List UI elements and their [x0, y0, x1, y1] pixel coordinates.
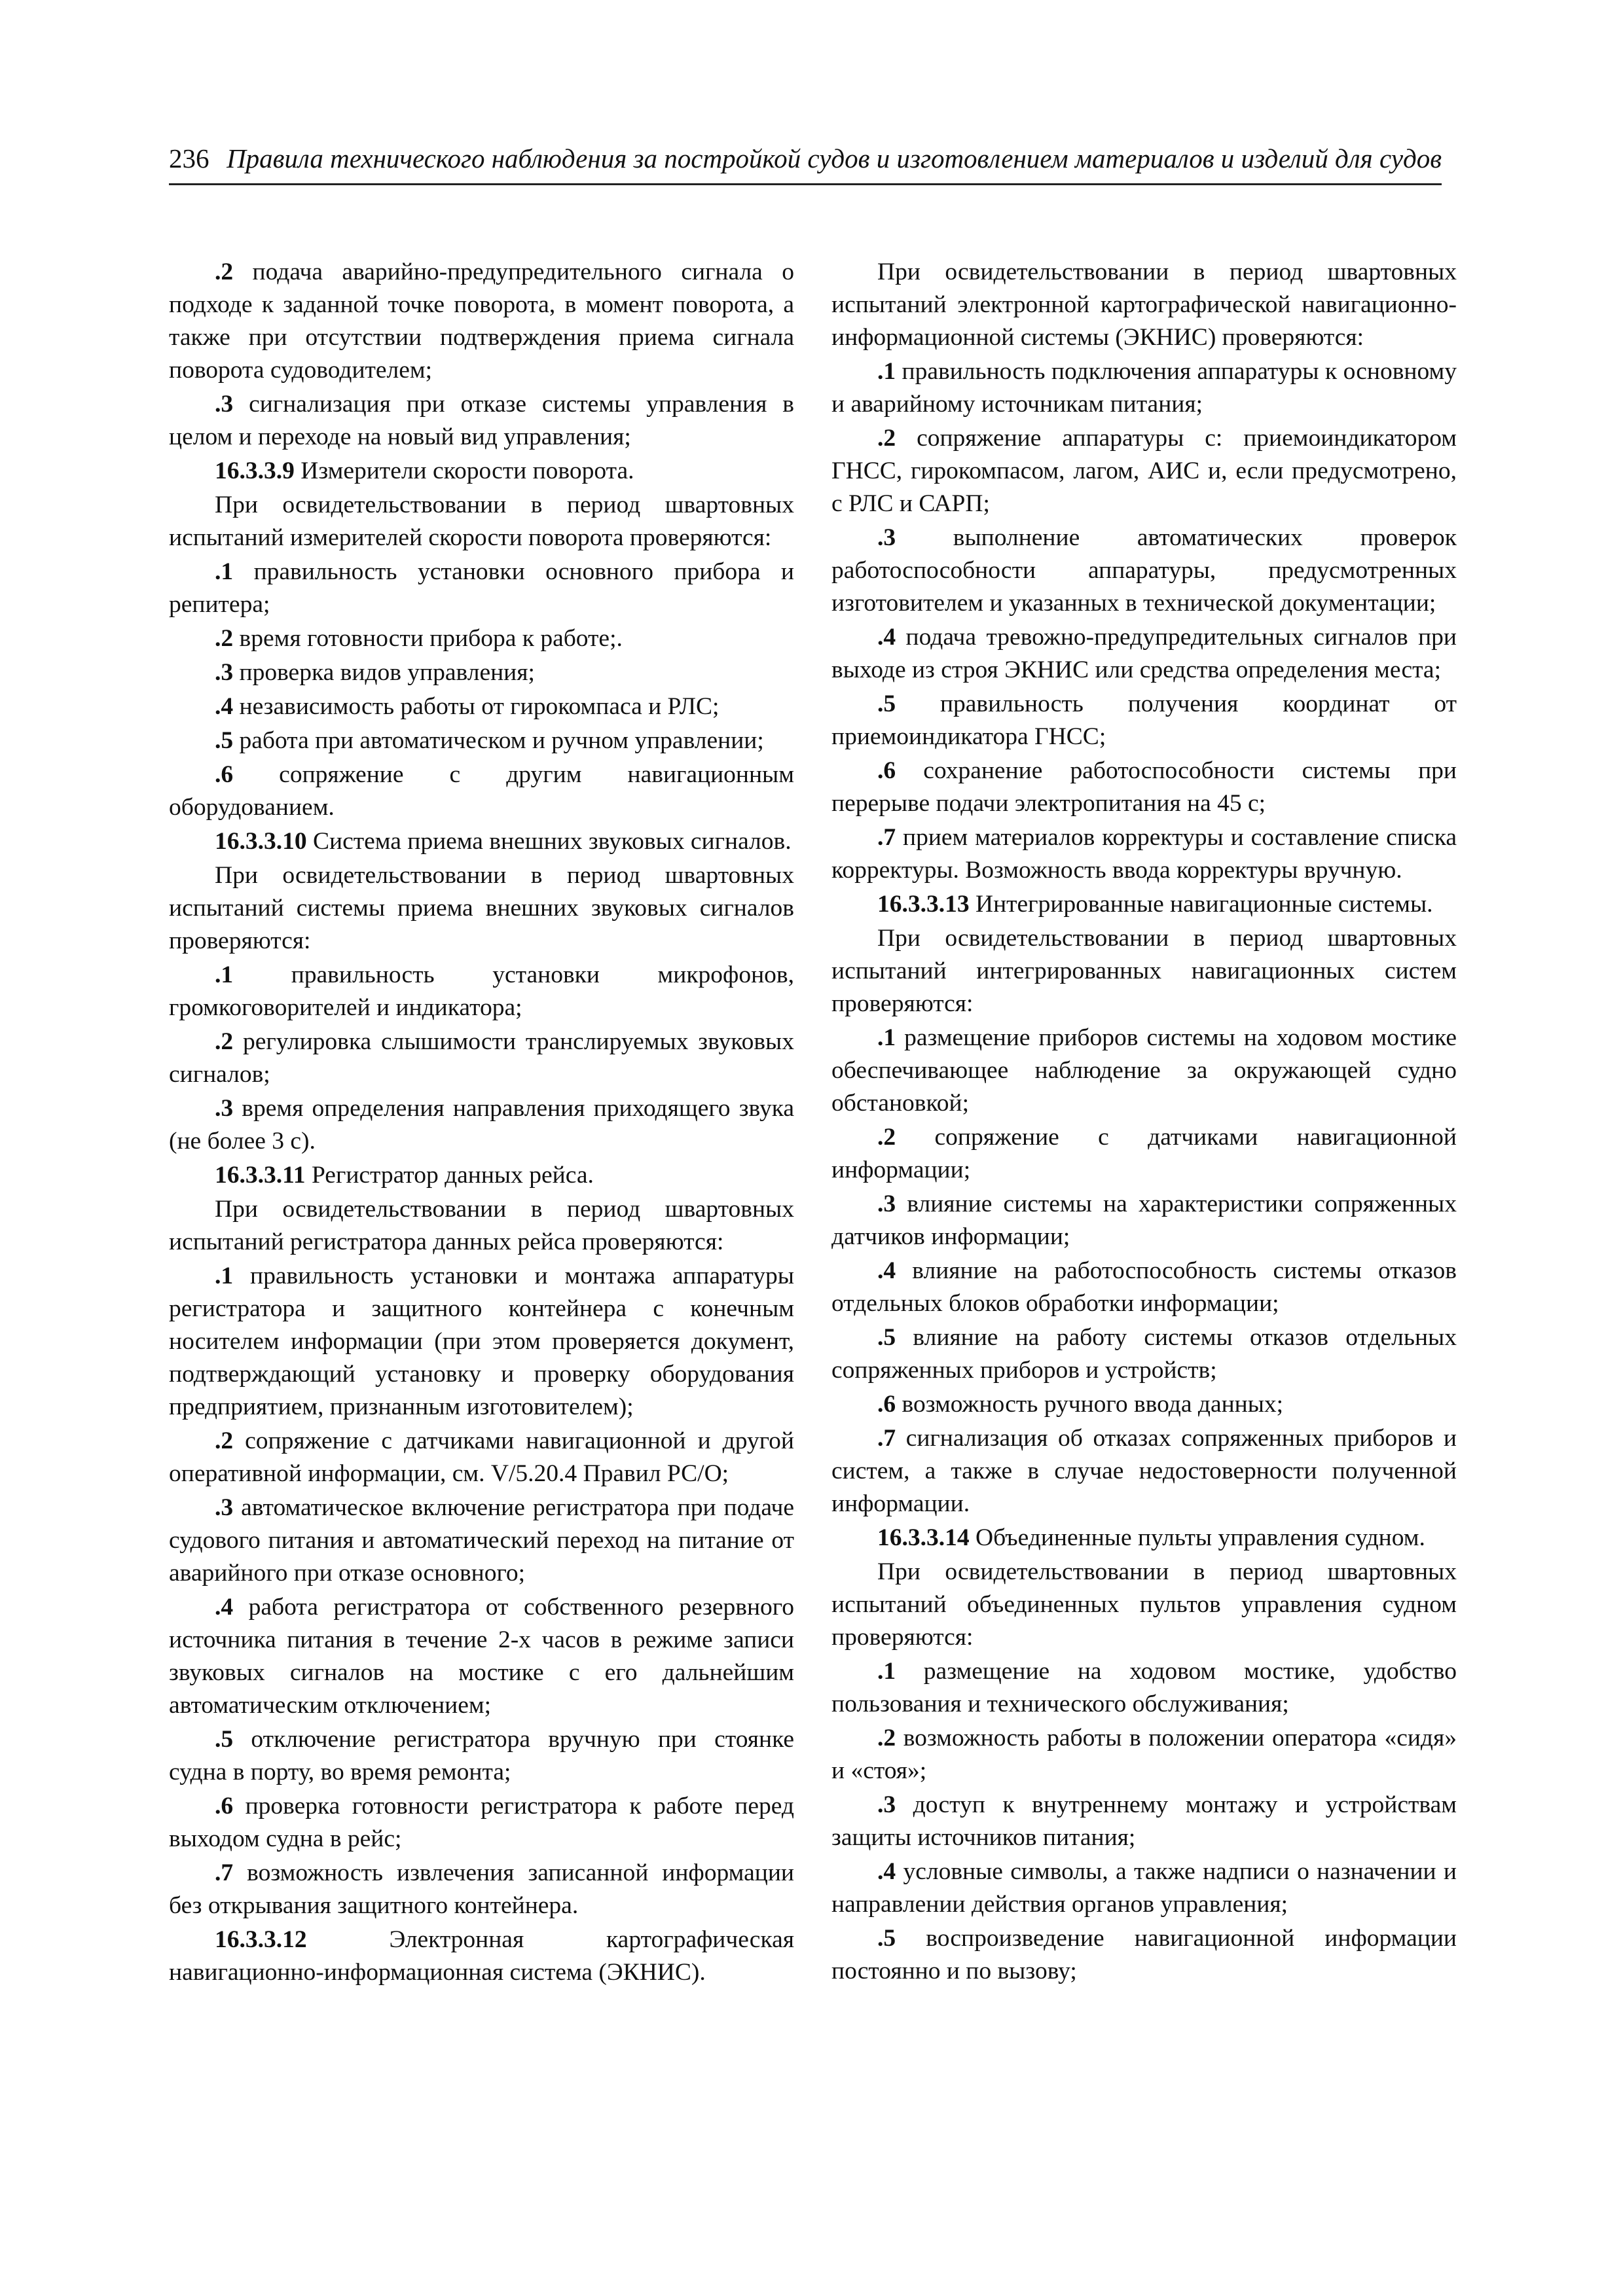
item-number: .2 [877, 1124, 896, 1151]
item-number: .3 [877, 524, 896, 551]
item-number: .4 [877, 624, 896, 651]
item-number: .2 [877, 425, 896, 452]
paragraph [169, 1260, 794, 1424]
paragraph-text: независимость работы от гирокомпаса и РЛС; [233, 693, 720, 720]
item-number: .3 [215, 391, 234, 418]
paragraph [831, 1121, 1457, 1187]
item-number: .4 [877, 1858, 896, 1885]
paragraph [169, 1425, 794, 1490]
paragraph [831, 922, 1457, 1020]
paragraph [169, 1492, 794, 1590]
item-number: 16.3.3.12 [215, 1926, 307, 1953]
paragraph-text: влияние на работоспособность системы отказов отдельных блоков обработки информации; [831, 1257, 1457, 1317]
paragraph-text: правильность установки и монтажа аппаратуры регистратора и защитного контейнера с конечным носителем информации (при этом проверяется документ, подтверждающий установку и проверку оборудования предприятием, признанным изготовителем); [169, 1263, 794, 1420]
paragraph-text: правильность установки микрофонов, громкоговорителей и индикатора; [169, 961, 794, 1021]
paragraph [831, 422, 1457, 520]
paragraph-text: При освидетельствовании в период швартовных испытаний регистратора данных рейса проверяются: [169, 1196, 794, 1255]
item-number: .2 [215, 1028, 234, 1055]
item-number: 16.3.3.10 [215, 828, 307, 855]
paragraph [831, 1321, 1457, 1387]
item-number: .1 [215, 558, 234, 585]
paragraph [831, 755, 1457, 820]
item-number: .5 [877, 691, 896, 717]
paragraph [831, 1255, 1457, 1320]
paragraph-text: При освидетельствовании в период швартовных испытаний объединенных пультов управления судном проверяются: [831, 1558, 1457, 1651]
item-number: .5 [215, 727, 234, 754]
item-number: .6 [215, 761, 234, 788]
paragraph [169, 691, 794, 723]
item-number: .6 [877, 757, 896, 784]
paragraph [831, 1422, 1457, 1520]
paragraph-text: Система приема внешних звуковых сигналов. [306, 828, 792, 855]
paragraph [169, 1092, 794, 1158]
paragraph-text: влияние системы на характеристики сопряженных датчиков информации; [831, 1191, 1457, 1250]
item-number: .6 [877, 1391, 896, 1418]
page-header [169, 143, 1442, 185]
item-number: .3 [877, 1191, 896, 1217]
right-column [831, 256, 1457, 1989]
item-number: .6 [215, 1793, 234, 1820]
item-number: .4 [877, 1257, 896, 1284]
item-number: 16.3.3.9 [215, 457, 295, 484]
item-number: .1 [877, 1658, 896, 1685]
item-number: .3 [215, 659, 234, 686]
paragraph-text: доступ к внутреннему монтажу и устройствам защиты источников питания; [831, 1791, 1457, 1851]
paragraph [169, 1857, 794, 1922]
paragraph [169, 388, 794, 454]
running-title: Правила технического наблюдения за постройкой судов и изготовлением материалов и изделий для судов [227, 143, 1442, 173]
item-number: .1 [877, 1024, 896, 1051]
paragraph-text: размещение на ходовом мостике, удобство пользования и технического обслуживания; [831, 1658, 1457, 1717]
paragraph-text: работа при автоматическом и ручном управлении; [233, 727, 764, 754]
item-number: .2 [877, 1725, 896, 1751]
paragraph [169, 725, 794, 757]
paragraph [831, 621, 1457, 687]
item-number: .1 [215, 1263, 234, 1289]
paragraph-text: возможность извлечения записанной информации без открывания защитного контейнера. [169, 1859, 794, 1919]
paragraph-text: воспроизведение навигационной информации постоянно и по вызову; [831, 1925, 1457, 1984]
item-number: .7 [215, 1859, 234, 1886]
item-number: .3 [877, 1791, 896, 1818]
item-number: .7 [877, 824, 896, 851]
paragraph [169, 759, 794, 824]
paragraph [831, 256, 1457, 354]
paragraph-text: правильность получения координат от приемоиндикатора ГНСС; [831, 691, 1457, 750]
paragraph-text: Электронная картографическая навигационно-информационная система (ЭКНИС). [169, 1926, 794, 1986]
paragraph [169, 825, 794, 858]
paragraph-text: подача тревожно-предупредительных сигналов при выходе из строя ЭКНИС или средства определения места; [831, 624, 1457, 683]
paragraph [169, 622, 794, 655]
paragraph [831, 1556, 1457, 1654]
paragraph [169, 1159, 794, 1192]
paragraph [831, 1856, 1457, 1921]
paragraph-text: выполнение автоматических проверок работоспособности аппаратуры, предусмотренных изготовителем и указанных в технической документации; [831, 524, 1457, 617]
paragraph [831, 1722, 1457, 1787]
paragraph [169, 1924, 794, 1989]
paragraph-text: прием материалов корректуры и составление списка корректуры. Возможность ввода корректуры вручную. [831, 824, 1457, 884]
left-column [169, 256, 794, 1990]
paragraph-text: проверка видов управления; [233, 659, 535, 686]
item-number: .4 [215, 1594, 234, 1621]
paragraph [831, 1922, 1457, 1988]
item-number: 16.3.3.11 [215, 1162, 306, 1189]
paragraph [169, 1790, 794, 1856]
paragraph [831, 1655, 1457, 1721]
paragraph [169, 1591, 794, 1722]
paragraph [831, 1188, 1457, 1253]
paragraph-text: работа регистратора от собственного резервного источника питания в течение 2-х часов в режиме записи звуковых сигналов на мостике с его дальнейшим автоматическим отключением; [169, 1594, 794, 1719]
paragraph [831, 1388, 1457, 1421]
paragraph [831, 522, 1457, 620]
item-number: .1 [215, 961, 234, 988]
paragraph [831, 1522, 1457, 1554]
paragraph-text: При освидетельствовании в период швартовных испытаний электронной картографической навигационно-информационной системы (ЭКНИС) проверяются: [831, 259, 1457, 351]
paragraph-text: автоматическое включение регистратора при подаче судового питания и автоматический переход на питание от аварийного при отказе основного; [169, 1494, 794, 1587]
item-number: 16.3.3.14 [877, 1524, 970, 1551]
paragraph [831, 821, 1457, 887]
paragraph-text: условные символы, а также надписи о назначении и направлении действия органов управления; [831, 1858, 1457, 1918]
paragraph-text: сопряжение с датчиками навигационной и другой оперативной информации, см. V/5.20.4 Правил РС/О; [169, 1427, 794, 1487]
paragraph-text: сопряжение аппаратуры с: приемоиндикатором ГНСС, гирокомпасом, лагом, АИС и, если предусмотрено, с РЛС и САРП; [831, 425, 1457, 517]
item-number: .3 [215, 1494, 234, 1521]
paragraph-text: Объединенные пульты управления судном. [969, 1524, 1425, 1551]
paragraph [169, 1723, 794, 1789]
paragraph [169, 1193, 794, 1259]
paragraph-text: возможность работы в положении оператора «сидя» и «стоя»; [831, 1725, 1457, 1784]
paragraph [169, 656, 794, 689]
item-number: .2 [215, 625, 234, 652]
paragraph [169, 959, 794, 1024]
item-number: .2 [215, 259, 234, 285]
paragraph [169, 859, 794, 958]
item-number: .2 [215, 1427, 234, 1454]
paragraph-text: сигнализация об отказах сопряженных приборов и систем, а также в случае недостоверности полученной информации. [831, 1425, 1457, 1517]
paragraph-text: сопряжение с другим навигационным оборудованием. [169, 761, 794, 821]
paragraph [831, 1022, 1457, 1120]
page-number: 236 [169, 143, 210, 173]
paragraph-text: сохранение работоспособности системы при перерыве подачи электропитания на 45 с; [831, 757, 1457, 817]
paragraph [831, 1789, 1457, 1854]
item-number: .7 [877, 1425, 896, 1452]
item-number: .5 [877, 1324, 896, 1351]
paragraph-text: Интегрированные навигационные системы. [969, 891, 1433, 918]
paragraph-text: сигнализация при отказе системы управления в целом и переходе на новый вид управления; [169, 391, 794, 450]
paragraph-text: время определения направления приходящего звука (не более 3 с). [169, 1095, 794, 1155]
paragraph [169, 556, 794, 621]
item-number: .4 [215, 693, 234, 720]
paragraph-text: правильность подключения аппаратуры к основному и аварийному источникам питания; [831, 358, 1457, 418]
paragraph [831, 355, 1457, 421]
paragraph-text: проверка готовности регистратора к работе перед выходом судна в рейс; [169, 1793, 794, 1852]
paragraph [169, 455, 794, 488]
paragraph-text: Регистратор данных рейса. [305, 1162, 594, 1189]
paragraph [169, 489, 794, 554]
paragraph-text: регулировка слышимости транслируемых звуковых сигналов; [169, 1028, 794, 1088]
paragraph-text: правильность установки основного прибора и репитера; [169, 558, 794, 618]
paragraph [169, 256, 794, 387]
paragraph-text: При освидетельствовании в период швартовных испытаний системы приема внешних звуковых сигналов проверяются: [169, 862, 794, 954]
paragraph [831, 888, 1457, 921]
paragraph [831, 688, 1457, 753]
paragraph-text: влияние на работу системы отказов отдельных сопряженных приборов и устройств; [831, 1324, 1457, 1384]
paragraph-text: Измерители скорости поворота. [294, 457, 634, 484]
paragraph [169, 1026, 794, 1091]
item-number: .5 [215, 1726, 234, 1753]
item-number: 16.3.3.13 [877, 891, 970, 918]
paragraph-text: размещение приборов системы на ходовом мостике обеспечивающее наблюдение за окружающей судно обстановкой; [831, 1024, 1457, 1117]
item-number: .1 [877, 358, 896, 385]
item-number: .3 [215, 1095, 234, 1122]
paragraph-text: отключение регистратора вручную при стоянке судна в порту, во время ремонта; [169, 1726, 794, 1785]
paragraph-text: При освидетельствовании в период швартовных испытаний измерителей скорости поворота проверяются: [169, 492, 794, 551]
paragraph-text: сопряжение с датчиками навигационной информации; [831, 1124, 1457, 1183]
paragraph-text: При освидетельствовании в период швартовных испытаний интегрированных навигационных систем проверяются: [831, 925, 1457, 1017]
paragraph-text: время готовности прибора к работе;. [233, 625, 623, 652]
item-number: .5 [877, 1925, 896, 1952]
paragraph-text: подача аварийно-предупредительного сигнала о подходе к заданной точке поворота, в момент поворота, а также при отсутствии подтверждения приема сигнала поворота судоводителем; [169, 259, 794, 384]
paragraph-text: возможность ручного ввода данных; [896, 1391, 1284, 1418]
